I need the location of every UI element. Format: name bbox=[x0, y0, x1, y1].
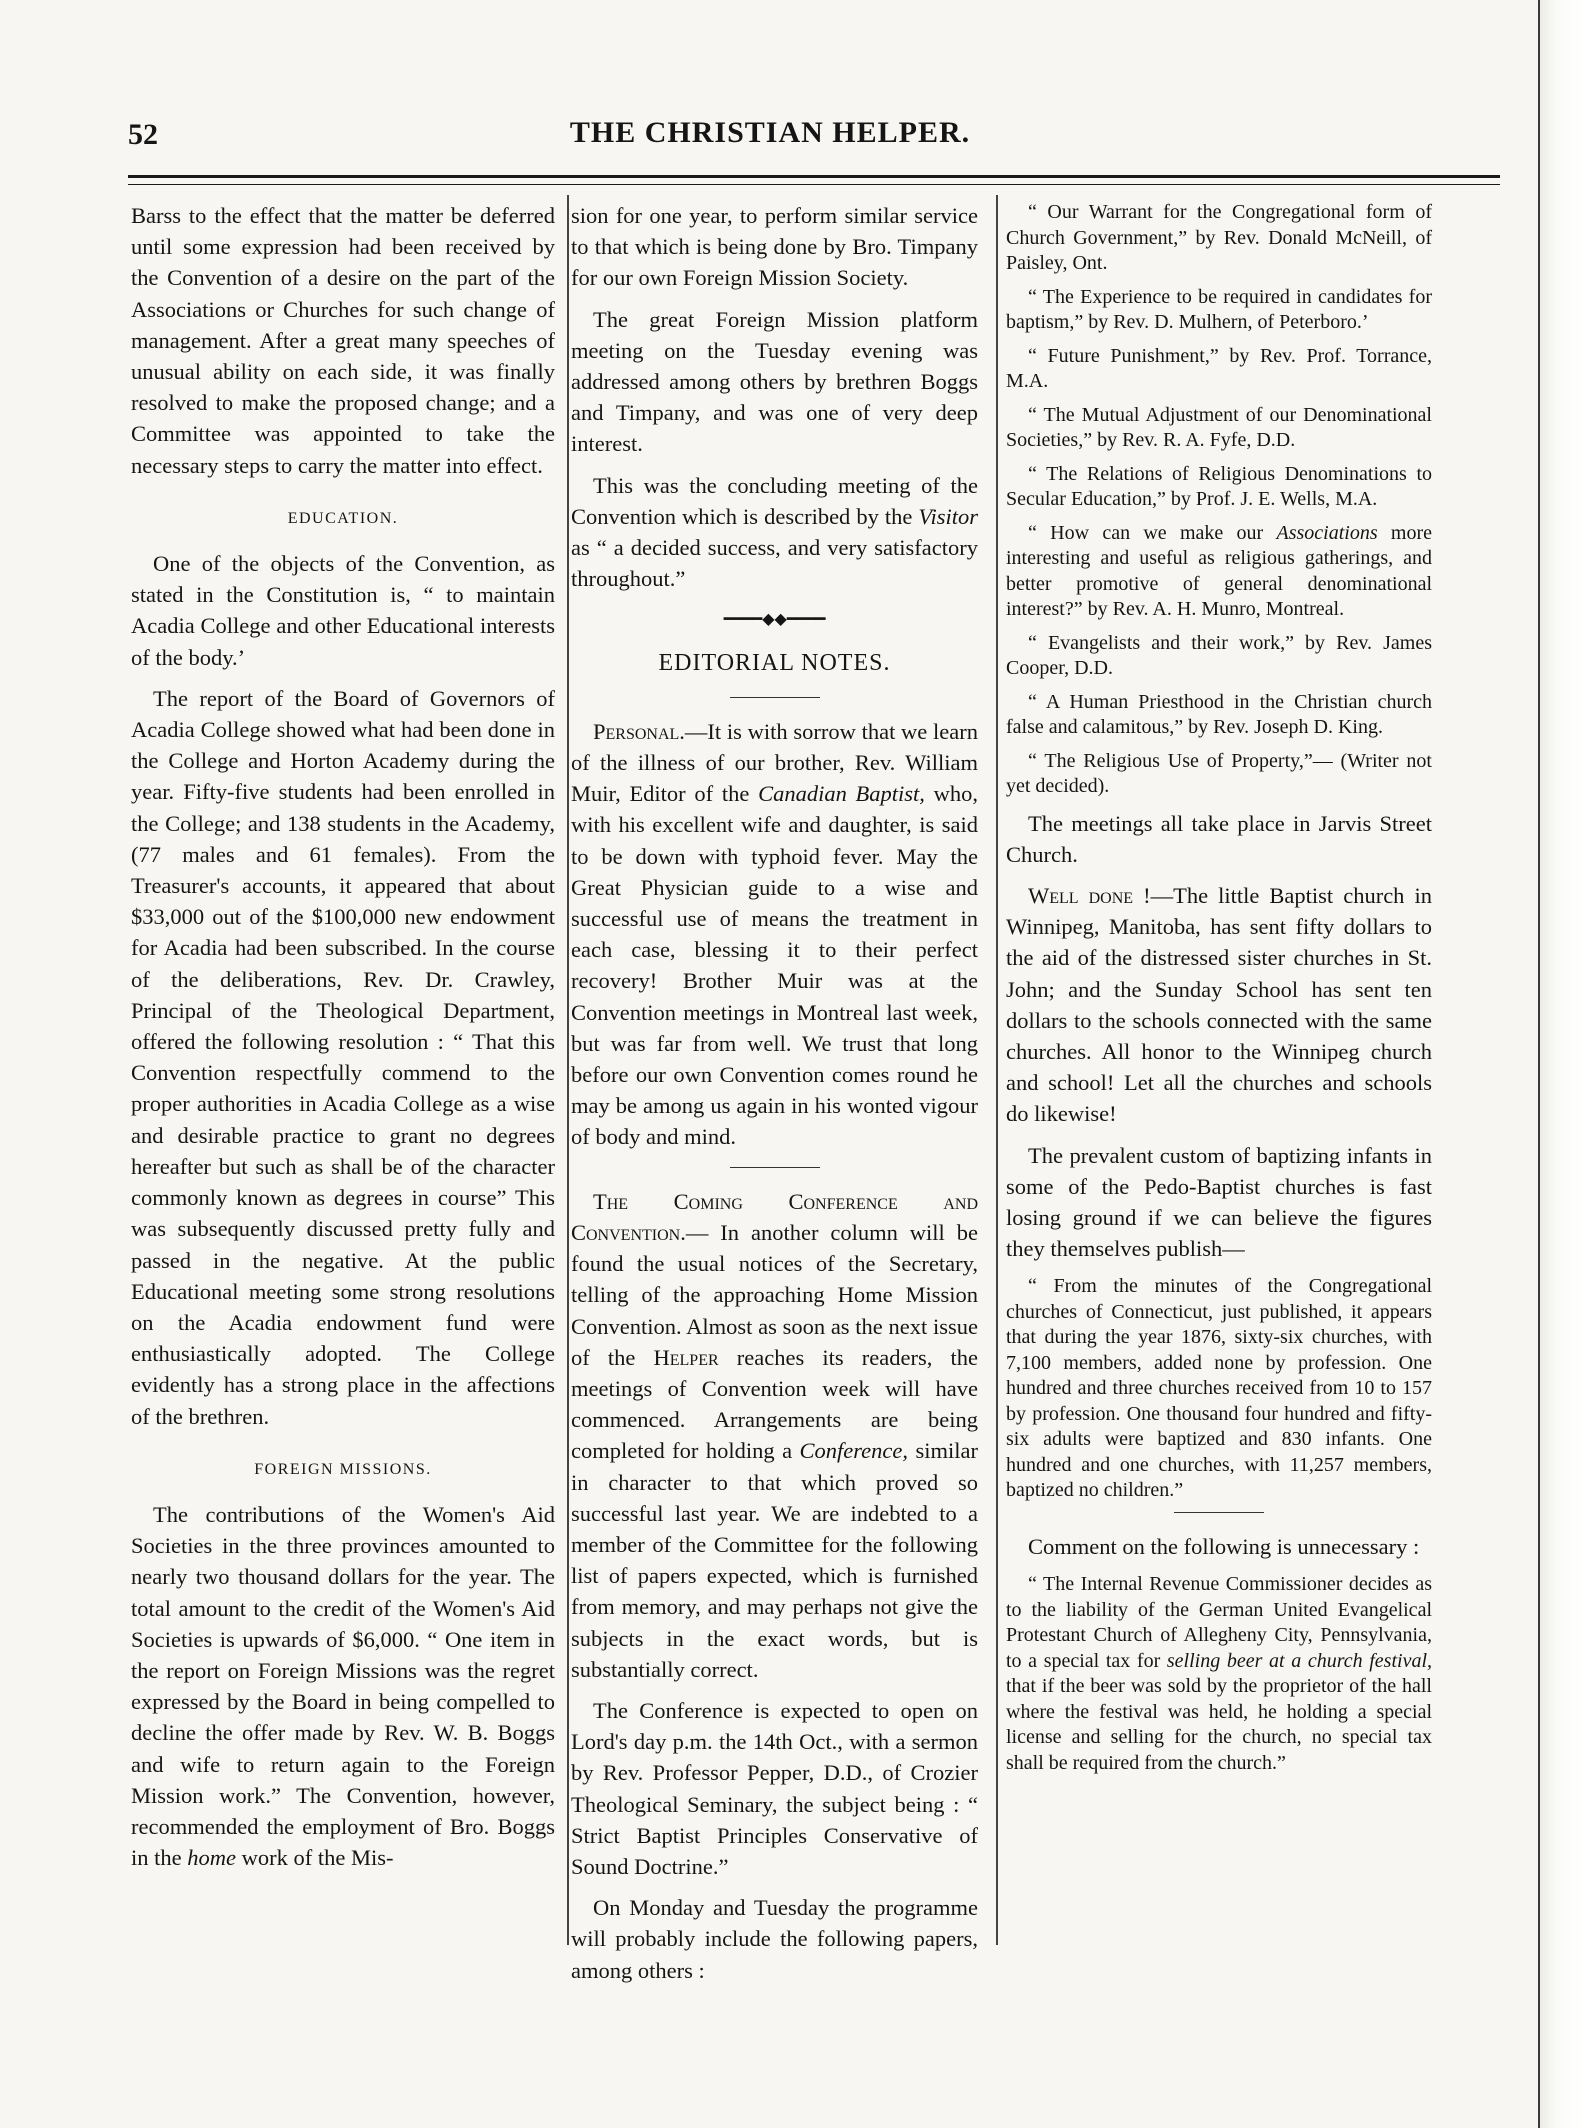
paragraph: The report of the Board of Governors of Acadia College showed what had been done in the College and Horton Academy during the year. Fifty-five students had been enrolled in the College; and 138 students in the Academy, (77 males and 61 females). From the Treasurer's accounts, it appeared that about $33,000 out of the $100,000 new endowment for Acadia had been subscribed. In the course of the deliberations, Rev. Dr. Crawley, Principal of the Theological Department, offered the following resolution : “ That this Convention respectfully commend to the proper authorities in Acadia College as a wise and desirable practice to grant no degrees hereafter but such as shall be of the character commonly known as degrees in course” This was subsequently discussed pretty fully and passed in the negative. At the public Educational meeting some strong resolutions on the Acadia endowment fund were enthusiastically adopted. The College evidently has a strong place in the affections of the brethren. bbox=[131, 685, 555, 1429]
paragraph-personal: Personal.—It is with sorrow that we learn of the illness of our brother, Rev. William Muir, Editor of the Canadian Baptist, who, with his excellent wife and daughter, is said to be down with typhoid fever. May the Great Physician guide to a wise and successful use of means the treatment in each case, blessing it to their perfect recovery! Brother Muir was at the Convention meetings in Montreal last week, but was far from well. We trust that long before our own Convention comes round he may be among us again in his wonted vigour of body and mind. bbox=[571, 718, 979, 1150]
paper-list-item: “ The Relations of Religious Denominations to Secular Education,” by Prof. J. E. Wells, M.A. bbox=[1006, 462, 1432, 510]
page-number: 52 bbox=[128, 118, 158, 151]
paper-list-item: “ Future Punishment,” by Rev. Prof. Torrance, M.A. bbox=[1006, 344, 1432, 392]
paragraph: The prevalent custom of baptizing infants in some of the Pedo-Baptist churches is fast losing ground if we can believe the figures they themselves publish— bbox=[1006, 1142, 1432, 1262]
ornament-divider-icon: ━━━━◆◆━━━━ bbox=[723, 611, 826, 629]
paragraph: This was the concluding meeting of the Convention which is described by the Visitor as “ a decided success, and very satisfactory throughout.” bbox=[571, 472, 978, 592]
paragraph-coming-conference: The Coming Conference and Convention.— In another column will be found the usual notices of the Secretary, telling of the approaching Home Mission Convention. Almost as soon as the next issue of the Helper reaches its readers, the meetings of Convention week will have commenced. Arrangements are being completed for holding a Conference, similar in character to that which proved so successful last year. We are indebted to a member of the Committee for the following list of papers expected, which is furnished from memory, and may perhaps not give the subjects in the exact words, but is substantially correct. bbox=[571, 1188, 978, 1682]
paragraph: The contributions of the Women's Aid Societies in the three provinces amounted to nearly two thousand dollars for the year. The total amount to the credit of the Women's Aid Societies is upwards of $6,000. “ One item in the report on Foreign Missions was the regret expressed by the Board in being compelled to decline the offer made by Rev. W. B. Boggs and wife to return again to the Foreign Mission work.” The Convention, however, recommended the employment of Bro. Boggs in the home work of the Mis- bbox=[131, 1501, 555, 1871]
paragraph: The great Foreign Mission platform meeting on the Tuesday evening was addressed among others by brethren Boggs and Timpany, and was one of very deep interest. bbox=[571, 306, 978, 457]
header-rule-thick bbox=[128, 175, 1500, 178]
page-edge-line bbox=[1538, 0, 1540, 2128]
paragraph: The meetings all take place in Jarvis Street Church. bbox=[1006, 810, 1432, 867]
heading-underline bbox=[730, 697, 820, 698]
paper-list-item: “ The Religious Use of Property,”— (Writer not yet decided). bbox=[1006, 749, 1432, 797]
section-heading-foreign-missions: FOREIGN MISSIONS. bbox=[254, 1460, 432, 1478]
header-rule-thin bbox=[128, 184, 1500, 185]
column-2 bbox=[571, 200, 978, 1996]
paragraph: On Monday and Tuesday the programme will probably include the following papers, among others : bbox=[571, 1895, 978, 1983]
column-divider-1 bbox=[567, 195, 569, 1945]
paper-list-item: “ The Experience to be required in candidates for baptism,” by Rev. D. Mulhern, of Peterboro.’ bbox=[1006, 285, 1432, 333]
column-1 bbox=[131, 200, 555, 1883]
block-quote: “ The Internal Revenue Commissioner decides as to the liability of the German United Evangelical Protestant Church of Allegheny City, Pennsylvania, to a special tax for selling beer at a church festival, that if the beer was sold by the proprietor of the hall where the festival was held, he holding a special license and selling for the church, no special tax shall be required from the church.” bbox=[1006, 1573, 1433, 1774]
section-heading-editorial-notes: EDITORIAL NOTES. bbox=[658, 649, 891, 676]
paragraph-well-done: Well done !—The little Baptist church in Winnipeg, Manitoba, has sent fifty dollars to the aid of the distressed sister churches in St. John; and the Sunday School has sent ten dollars to the schools connected with the same churches. All honor to the Winnipeg church and school! Let all the churches and schools do likewise! bbox=[1006, 882, 1432, 1127]
column-divider-2 bbox=[996, 195, 998, 1945]
paragraph: One of the objects of the Convention, as stated in the Constitution is, “ to maintain Acadia College and other Educational interests of the body.’ bbox=[131, 551, 555, 670]
paragraph: Barss to the effect that the matter be deferred until some expression had been received by the Convention of a desire on the part of the Associations or Churches for such change of management. After a great many speeches of unusual ability on each side, it was finally resolved to make the proposed change; and a Committee was appointed to take the necessary steps to carry the matter into effect. bbox=[131, 203, 555, 478]
column-3 bbox=[1006, 200, 1432, 1784]
paper-list-item: “ Our Warrant for the Congregational form of Church Government,” by Rev. Donald McNeill, of Paisley, Ont. bbox=[1006, 201, 1432, 274]
paragraph: sion for one year, to perform similar service to that which is being done by Bro. Timpany for our own Foreign Mission Society. bbox=[571, 203, 978, 291]
paragraph: The Conference is expected to open on Lord's day p.m. the 14th Oct., with a sermon by Rev. Professor Pepper, D.D., of Crozier Theological Seminary, the subject being : “ Strict Baptist Principles Conservative of Sound Doctrine.” bbox=[571, 1697, 978, 1879]
running-head-title: THE CHRISTIAN HELPER. bbox=[569, 116, 971, 149]
section-heading-education: EDUCATION. bbox=[287, 509, 399, 527]
block-quote: “ From the minutes of the Congregational churches of Connecticut, just published, it appears that during the year 1876, sixty-six churches, with 7,100 members, added none by profession. One hundred and three churches received from 10 to 157 by profession. One thousand four hundred and fifty-six adults were baptized and 830 infants. One hundred and one churches, with 11,257 members, baptized no children.” bbox=[1006, 1275, 1432, 1502]
paper-list-item: “ A Human Priesthood in the Christian church false and calamitous,” by Rev. Joseph D. King. bbox=[1006, 690, 1432, 738]
paper-list-item: “ How can we make our Associations more interesting and useful as religious gatherings, and better promotive of general denominational interest?” by Rev. A. H. Munro, Montreal. bbox=[1006, 521, 1432, 620]
page-edge-shadow bbox=[1538, 0, 1584, 2128]
paragraph: Comment on the following is unnecessary : bbox=[1028, 1533, 1420, 1559]
paper-list-item: “ The Mutual Adjustment of our Denominational Societies,” by Rev. R. A. Fyfe, D.D. bbox=[1006, 403, 1432, 451]
section-rule bbox=[730, 1167, 820, 1168]
paper-list-item: “ Evangelists and their work,” by Rev. James Cooper, D.D. bbox=[1006, 631, 1432, 679]
section-rule bbox=[1174, 1512, 1264, 1513]
